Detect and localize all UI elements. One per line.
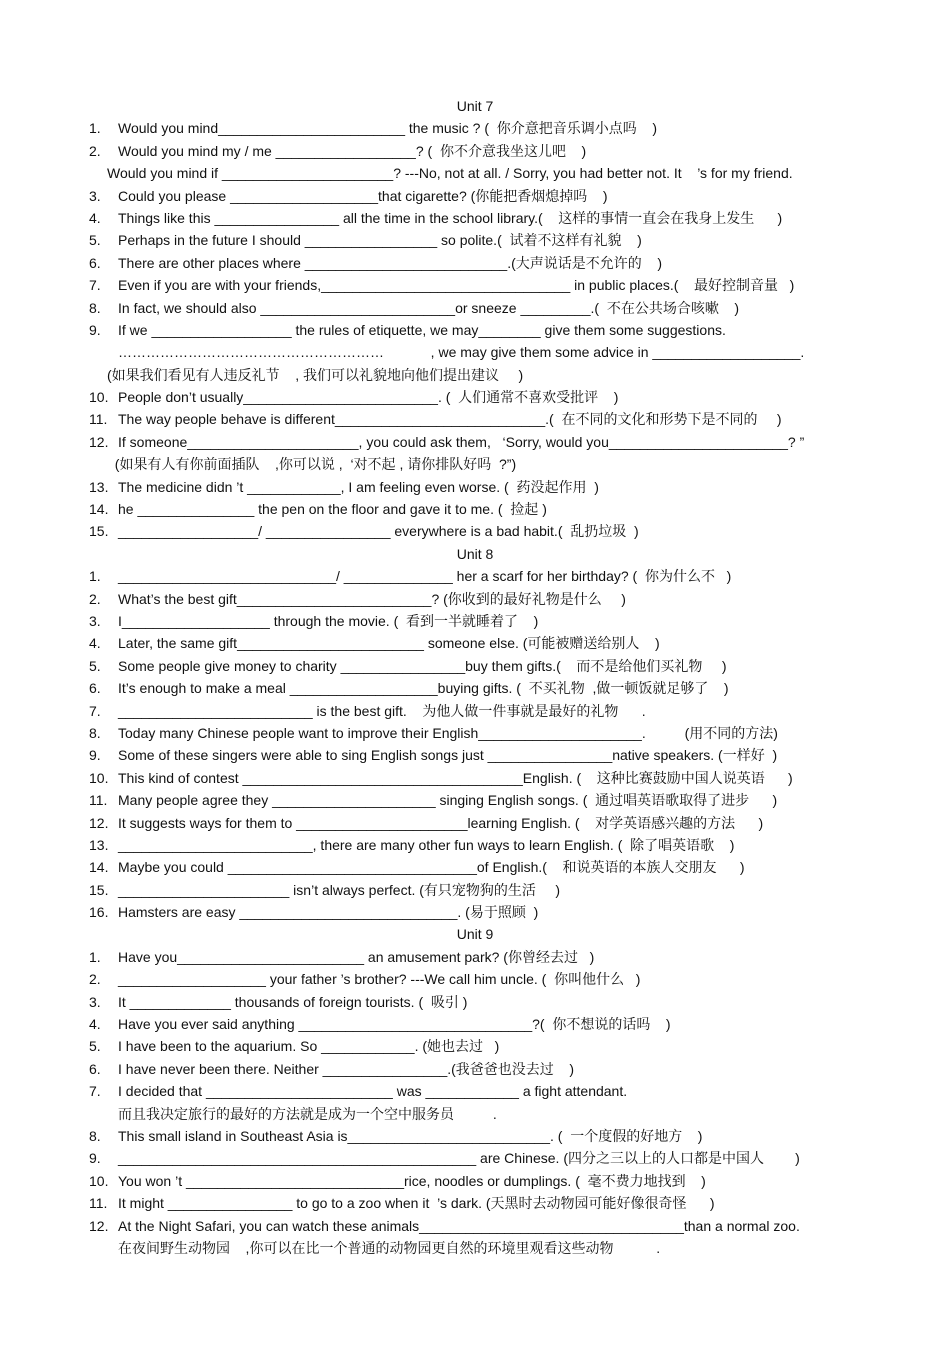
item-continuation: ………………………………………………… , we may give them some advice in ___________________. bbox=[118, 344, 805, 361]
item-text: This small island in Southeast Asia is__________________________. ( 一个度假的好地方 ) bbox=[118, 1127, 703, 1144]
item-number: 4. bbox=[89, 635, 101, 652]
item-continuation: (如果我们看见有人违反礼节 , 我们可以礼貌地向他们提出建议 ) bbox=[107, 366, 524, 383]
item-number: 13. bbox=[89, 836, 109, 853]
item-text: ______________________ isn’t always perfect. (有只宠物狗的生活 ) bbox=[118, 881, 561, 898]
item-number: 5. bbox=[89, 232, 101, 249]
item-number: 3. bbox=[89, 993, 101, 1010]
item-text: What’s the best gift_________________________? (你收到的最好礼物是什么 ) bbox=[118, 590, 626, 607]
item-number: 9. bbox=[89, 1150, 101, 1167]
item-text: _________________________ is the best gift. 为他人做一件事就是最好的礼物 . bbox=[118, 702, 646, 719]
item-number: 7. bbox=[89, 702, 101, 719]
item-text: I___________________ through the movie. ( 看到一半就睡着了 ) bbox=[118, 612, 539, 629]
item-number: 7. bbox=[89, 277, 101, 294]
item-text: Have you ever said anything ______________________________?( 你不想说的话吗 ) bbox=[118, 1016, 671, 1033]
item-text: It _____________ thousands of foreign tourists. ( 吸引 ) bbox=[118, 993, 468, 1010]
item-text: he _______________ the pen on the floor and gave it to me. ( 捡起 ) bbox=[118, 501, 547, 518]
item-text: There are other places where __________________________.(大声说话是不允许的 ) bbox=[118, 254, 662, 271]
item-text: You won ’t ____________________________rice, noodles or dumplings. ( 毫不费力地找到 ) bbox=[118, 1172, 706, 1189]
item-text: Would you mind my / me __________________? ( 你不介意我坐这儿吧 ) bbox=[118, 142, 587, 159]
unit-title: Unit 8 bbox=[456, 545, 494, 562]
unit-section bbox=[0, 923, 950, 1259]
item-number: 2. bbox=[89, 590, 101, 607]
item-number: 3. bbox=[89, 612, 101, 629]
item-text: In fact, we should also _________________________or sneeze _________.( 不在公共场合咳嗽 ) bbox=[118, 299, 740, 316]
item-text: Would you mind________________________ the music ? ( 你介意把音乐调小点吗 ) bbox=[118, 120, 658, 137]
item-number: 12. bbox=[89, 814, 109, 831]
item-number: 1. bbox=[89, 568, 101, 585]
item-number: 8. bbox=[89, 299, 101, 316]
item-continuation: (如果有人有你前面插队 ,你可以说 , ‘对不起 , 请你排队好吗 ?”) bbox=[107, 456, 517, 473]
item-text: Could you please ___________________that cigarette? (你能把香烟熄掉吗 ) bbox=[118, 187, 608, 204]
item-text: __________________/ ________________ everywhere is a bad habit.( 乱扔垃圾 ) bbox=[118, 523, 639, 540]
item-number: 5. bbox=[89, 657, 101, 674]
item-number: 6. bbox=[89, 254, 101, 271]
item-number: 1. bbox=[89, 120, 101, 137]
item-text: It suggests ways for them to ______________________learning English. ( 对学英语感兴趣的方法 ) bbox=[118, 814, 764, 831]
item-text: ___________________ your father ’s brother? ---We call him uncle. ( 你叫他什么 ) bbox=[118, 971, 641, 988]
item-number: 2. bbox=[89, 971, 101, 988]
item-text: If someone______________________, you could ask them, ‘Sorry, would you_______________________? ” bbox=[118, 433, 805, 450]
item-text: I decided that ________________________ was ____________ a fight attendant. bbox=[118, 1083, 628, 1100]
item-number: 7. bbox=[89, 1083, 101, 1100]
unit-title: Unit 7 bbox=[456, 98, 494, 114]
item-number: 10. bbox=[89, 769, 109, 786]
item-number: 11. bbox=[89, 1195, 108, 1212]
item-text: Even if you are with your friends,________________________________ in public places.( 最好控制音量 ) bbox=[118, 277, 795, 294]
item-text: At the Night Safari, you can watch these animals__________________________________than a normal zoo. bbox=[118, 1217, 800, 1234]
item-text: This kind of contest ____________________________________English. ( 这种比赛鼓励中国人说英语 ) bbox=[118, 769, 793, 786]
item-number: 14. bbox=[89, 859, 109, 876]
item-text: People don’t usually_________________________. ( 人们通常不喜欢受批评 ) bbox=[118, 389, 619, 406]
unit-section bbox=[0, 95, 950, 543]
item-text: I have never been there. Neither ________________.(我爸爸也没去过 ) bbox=[118, 1060, 575, 1077]
item-text: Some people give money to charity ________________buy them gifts.( 而不是给他们买礼物 ) bbox=[118, 657, 727, 674]
item-text: ____________________________/ ______________ her a scarf for her birthday? ( 你为什么不 ) bbox=[118, 568, 732, 585]
unit-title: Unit 9 bbox=[456, 926, 494, 943]
item-number: 4. bbox=[89, 1016, 101, 1033]
item-text: _________________________, there are many other fun ways to learn English. ( 除了唱英语歌 ) bbox=[118, 836, 735, 853]
item-number: 2. bbox=[89, 142, 101, 159]
item-text: ______________________________________________ are Chinese. (四分之三以上的人口都是中国人 ) bbox=[118, 1150, 800, 1167]
item-number: 6. bbox=[89, 1060, 101, 1077]
worksheet-page bbox=[0, 95, 950, 1259]
item-number: 9. bbox=[89, 321, 101, 338]
item-number: 11. bbox=[89, 792, 108, 809]
item-number: 13. bbox=[89, 478, 109, 495]
item-text: It’s enough to make a meal ___________________buying gifts. ( 不买礼物 ,做一顿饭就足够了 ) bbox=[118, 680, 729, 697]
item-continuation: 而且我决定旅行的最好的方法就是成为一个空中服务员 . bbox=[118, 1105, 497, 1122]
item-text: If we __________________ the rules of etiquette, we may________ give them some suggestions. bbox=[118, 321, 726, 338]
unit-section bbox=[0, 543, 950, 924]
item-number: 8. bbox=[89, 724, 101, 741]
item-text: Maybe you could ________________________________of English.( 和说英语的本族人交朋友 ) bbox=[118, 859, 745, 876]
item-continuation: Would you mind if ______________________? ---No, not at all. / Sorry, you had better not. It ’s for my friend. bbox=[107, 165, 793, 182]
item-text: Some of these singers were able to sing English songs just ________________native speakers. (一样好 ) bbox=[118, 747, 778, 764]
item-number: 10. bbox=[89, 389, 109, 406]
item-text: It might ________________ to go to a zoo when it ’s dark. (天黑时去动物园可能好像很奇怪 ) bbox=[118, 1195, 715, 1212]
item-text: The way people behave is different___________________________.( 在不同的文化和形势下是不同的 ) bbox=[118, 411, 782, 428]
item-number: 15. bbox=[89, 523, 109, 540]
item-text: Perhaps in the future I should _________________ so polite.( 试着不这样有礼貌 ) bbox=[118, 232, 642, 249]
item-text: I have been to the aquarium. So ____________. (她也去过 ) bbox=[118, 1038, 500, 1055]
item-number: 12. bbox=[89, 433, 109, 450]
item-number: 1. bbox=[89, 948, 101, 965]
item-number: 14. bbox=[89, 501, 109, 518]
item-number: 12. bbox=[89, 1217, 109, 1234]
item-text: Hamsters are easy ____________________________. (易于照顾 ) bbox=[118, 904, 539, 921]
item-number: 6. bbox=[89, 680, 101, 697]
item-number: 8. bbox=[89, 1127, 101, 1144]
item-text: The medicine didn ’t ____________, I am feeling even worse. ( 药没起作用 ) bbox=[118, 478, 599, 495]
item-number: 3. bbox=[89, 187, 101, 204]
item-number: 4. bbox=[89, 209, 101, 226]
item-text: Have you________________________ an amusement park? (你曾经去过 ) bbox=[118, 948, 595, 965]
item-continuation: 在夜间野生动物园 ,你可以在比一个普通的动物园更自然的环境里观看这些动物 . bbox=[118, 1239, 661, 1256]
item-number: 15. bbox=[89, 881, 109, 898]
item-number: 5. bbox=[89, 1038, 101, 1055]
item-text: Many people agree they _____________________ singing English songs. ( 通过唱英语歌取得了进步 ) bbox=[118, 792, 778, 809]
item-text: Today many Chinese people want to improve their English_____________________. (用不同的方法) bbox=[118, 724, 778, 741]
item-text: Later, the same gift________________________ someone else. (可能被赠送给别人 ) bbox=[118, 635, 660, 652]
item-number: 11. bbox=[89, 411, 108, 428]
item-number: 16. bbox=[89, 904, 109, 921]
item-number: 10. bbox=[89, 1172, 109, 1189]
item-text: Things like this ________________ all the time in the school library.( 这样的事情一直会在我身上发生 ) bbox=[118, 209, 783, 226]
item-number: 9. bbox=[89, 747, 101, 764]
